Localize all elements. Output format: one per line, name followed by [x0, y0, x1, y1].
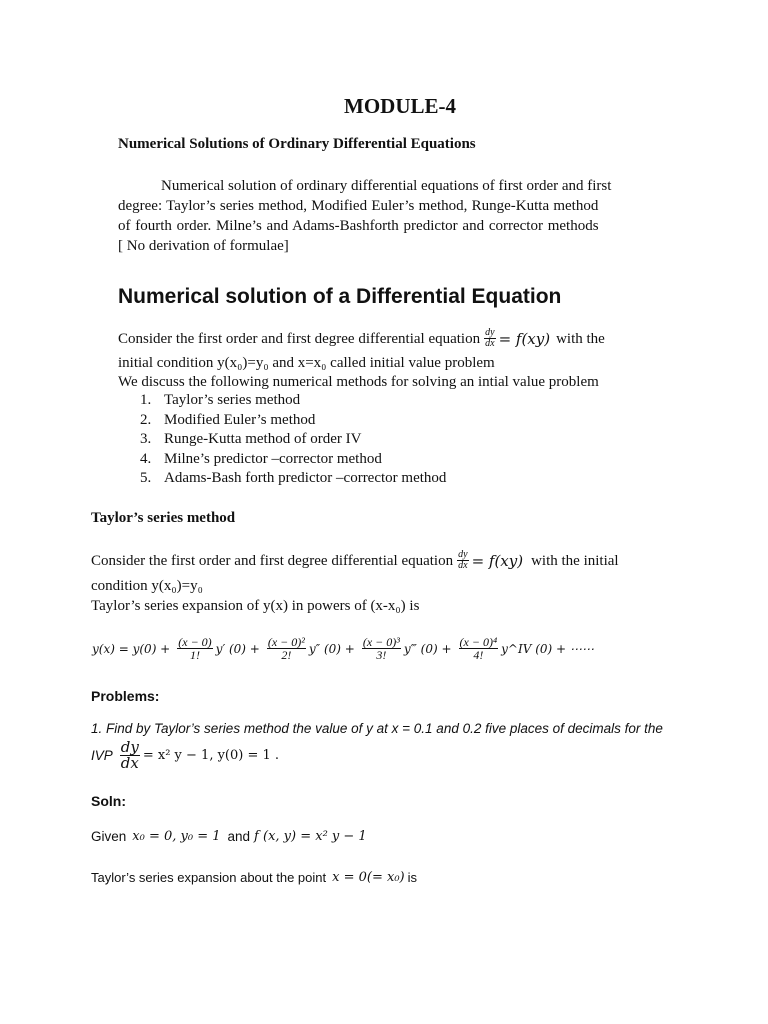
- methods-list: [140, 391, 446, 489]
- expansion-point: x = 0(= x₀): [332, 870, 405, 885]
- subtitle: Numerical Solutions of Ordinary Differential Equations: [118, 136, 476, 152]
- problems-heading: Problems:: [91, 688, 160, 704]
- solution-given-line: [91, 829, 367, 844]
- list-item: 5. Adams-Bash forth predictor –corrector method: [140, 470, 447, 486]
- intro-discuss-line: We discuss the following numerical methods for solving an intial value problem: [118, 374, 599, 390]
- problem-1-line-1: 1. Find by Taylor’s series method the value of y at x = 0.1 and 0.2 five places of decimals for the: [91, 721, 663, 736]
- problem-1-equation: [91, 740, 279, 771]
- taylor-derivative: [457, 550, 468, 571]
- taylor-expansion-line: Taylor’s series expansion of y(x) in powers of (x-x₀) is: [91, 598, 420, 614]
- solution-heading: Soln:: [91, 793, 126, 809]
- list-item: 4. Milne’s predictor –corrector method: [140, 450, 382, 467]
- problem-1-rhs: = x² y − 1, y(0) = 1 .: [142, 748, 280, 763]
- series-term-2: $\frac{\text{(x − 0)²}}{2!}$: [267, 635, 305, 662]
- intro-derivative: [484, 328, 495, 349]
- intro-consider-text: Consider the first order and first degree differential equation: [118, 330, 481, 347]
- series-term-3: $\frac{\text{(x − 0)³}}{3!}$: [362, 635, 400, 662]
- list-item: 2. Modified Euler’s method: [140, 411, 316, 428]
- and-label: and: [227, 829, 251, 844]
- solution-expansion-line: [91, 870, 417, 885]
- intro-derivative-den: dx: [485, 338, 495, 349]
- syllabus-line-3: of fourth order. Milne’s and Adams-Bashforth predictor and corrector methods: [118, 218, 599, 234]
- problem-1-ivp-label: IVP: [91, 748, 113, 763]
- series-term-1: $\frac{(x - 0)}{1!}$: [178, 635, 212, 662]
- list-item: 3. Runge-Kutta method of order IV: [140, 431, 362, 447]
- taylor-equation-line: [91, 550, 619, 571]
- syllabus-line-1: Numerical solution of ordinary differential equations of first order and first: [161, 178, 612, 194]
- taylor-derivative-num: dy: [458, 549, 468, 560]
- syllabus-line-4: [ No derivation of formulae]: [118, 238, 289, 254]
- series-term-4: $\frac{\text{(x − 0)⁴}}{4!}$: [459, 635, 498, 662]
- intro-with-the: with the: [556, 330, 605, 347]
- taylor-condition-line: condition y(x₀)=y₀: [91, 578, 203, 594]
- intro-initial-line: initial condition y(x₀)=y₀ and x=x₀ called initial value problem: [118, 355, 495, 371]
- expansion-text: Taylor’s series expansion about the point: [91, 870, 327, 885]
- taylor-equation-rhs: = f(xy): [471, 551, 524, 570]
- taylor-with-initial: with the initial: [531, 552, 619, 569]
- given-label: Given: [91, 829, 127, 844]
- problem-1-derivative: $\frac{dy}{dx}$: [120, 738, 139, 772]
- series-term-3-tail: y‴ (0) +: [403, 641, 452, 656]
- given-values: x₀ = 0, y₀ = 1: [132, 829, 221, 844]
- is-label: is: [407, 870, 417, 885]
- function-definition: f (x, y) = x² y − 1: [254, 829, 367, 844]
- series-lhs: y(x) = y(0) +: [92, 641, 171, 656]
- series-term-1-tail: y′ (0) +: [215, 641, 260, 656]
- series-term-4-tail: y^IV (0) + ⋯⋯: [501, 641, 594, 656]
- list-item: 1. Taylor’s series method: [140, 392, 301, 408]
- intro-derivative-num: dy: [485, 327, 495, 338]
- intro-equation-rhs: = f(xy): [498, 329, 551, 348]
- syllabus-line-2: degree: Taylor’s series method, Modified Euler’s method, Runge-Kutta method: [118, 198, 599, 214]
- series-term-2-tail: y″ (0) +: [308, 641, 355, 656]
- taylor-heading: Taylor’s series method: [91, 510, 236, 526]
- intro-equation-line: [118, 328, 605, 349]
- taylor-series-formula: [92, 636, 594, 661]
- taylor-derivative-den: dx: [458, 560, 468, 571]
- section-heading: Numerical solution of a Differential Equation: [118, 285, 562, 308]
- taylor-consider-text: Consider the first order and first degree differential equation: [91, 552, 454, 569]
- module-title: MODULE-4: [344, 94, 456, 118]
